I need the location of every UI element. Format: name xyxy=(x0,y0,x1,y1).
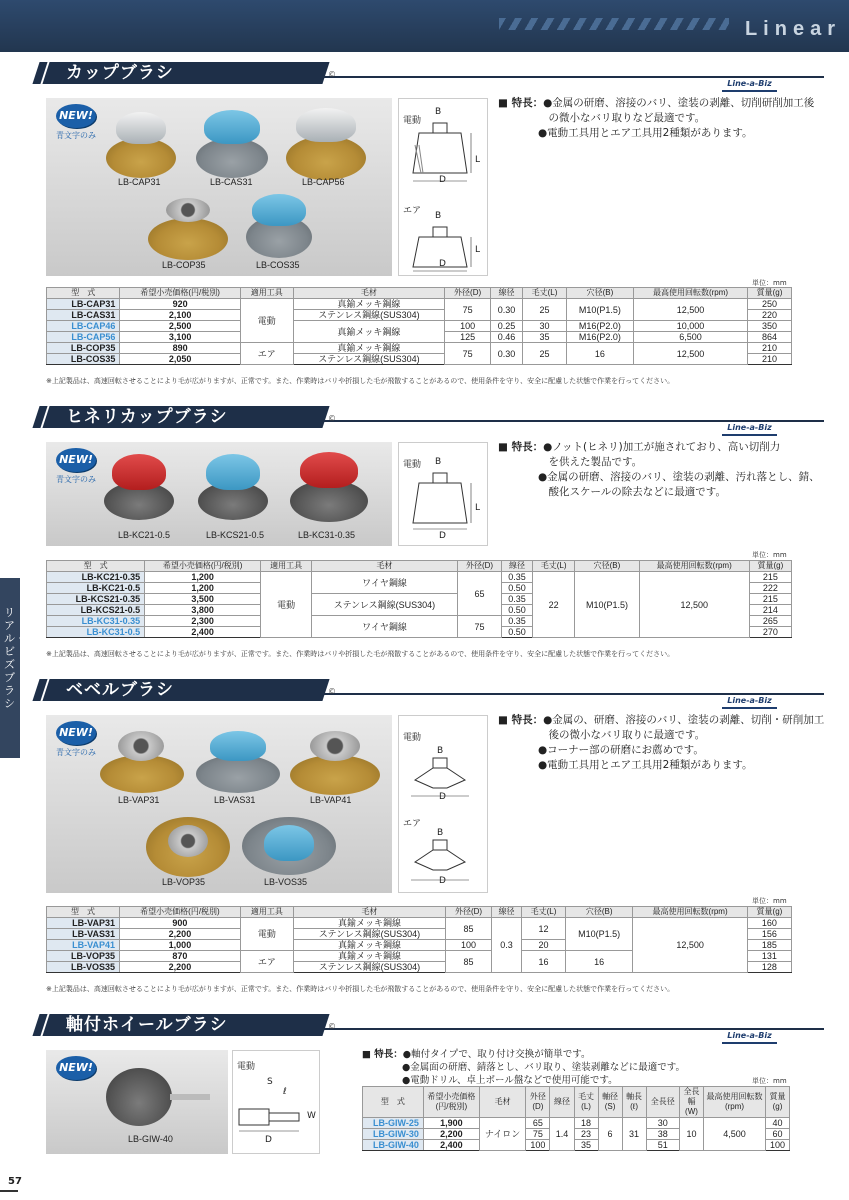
page-header xyxy=(0,0,849,52)
dimension-diagram-bevel: 電動 B D エア B D xyxy=(398,715,488,893)
table-row: LB-KCS21-0.35 3,500 ステンレス鋼線(SUS304) 0.35 215 xyxy=(47,594,792,605)
product-photo-twist: NEW! 青文字のみ LB-KC21-0.5 LB-KCS21-0.5 LB-KC31-0.35 xyxy=(46,442,392,546)
section-title: 軸付ホイールブラシ xyxy=(66,1015,228,1035)
table-row: LB-VOS35 2,200 ステンレス鋼線(SUS304) 128 xyxy=(47,962,792,973)
new-badge: NEW! xyxy=(56,104,96,128)
spec-table-twist: 型 式 希望小売価格(円/税別) 適用工具 毛材 外径(D) 線径 毛丈(L) 穴径(B) 最高使用回転数(rpm) 質量(g) LB-KC21-0.35 1,200 電動 ワイヤ鋼線 65 0.35 22 M10(P1.5) 12,500 215 LB-KC21-0.5 1,200 0.50 222 LB-KCS21-0.35 3,500 ステンレス鋼線(SUS304) 0.35 215 LB-KCS21-0.5 3,800 0.50 214 LB-KC31-0.35 2,300 ワイヤ鋼線 75 0.35 265 LB-KC31-0.5 2,400 0.50 270 xyxy=(46,560,792,638)
dimension-diagram-cup: 電動 B L D エア B L D xyxy=(398,98,488,276)
spec-table-bevel: 型 式 希望小売価格(円/税別) 適用工具 毛材 外径(D) 線径 毛丈(L) 穴径(B) 最高使用回転数(rpm) 質量(g) LB-VAP31 900 電動 真鍮メッキ鋼線 85 0.3 12 M10(P1.5) 12,500 160 LB-VAS31 2,200 ステンレス鋼線(SUS304) 156 LB-VAP41 1,000 真鍮メッキ鋼線 100 20 185 LB-VOP35 870 エア 真鍮メッキ鋼線 85 16 16 131 LB-VOS35 2,200 ステンレス鋼線(SUS304) 128 xyxy=(46,906,792,973)
product-photo-cup: NEW! 青文字のみ LB-CAP31 LB-CAS31 LB-CAP56 LB-COP35 LB-COS35 xyxy=(46,98,392,276)
sidebar-label: リアル・ビズ ブラシ xyxy=(4,606,26,710)
table-row: LB-GIW-25 1,900 ナイロン 65 1.4 18 6 31 30 10 4,500 40 xyxy=(363,1118,790,1129)
table-note: ※上記製品は、高速回転させることにより毛が広がりますが、正常です。また、作業時はバリや折損した毛が飛散することがあるので、使用条件を守り、安全に配慮した状態で作業を行ってください。 xyxy=(46,650,675,658)
dimension-diagram-twist: 電動 B L D xyxy=(398,442,488,546)
header-brand: Linear xyxy=(744,18,841,40)
table-note: ※上記製品は、高速回転させることにより毛が広がりますが、正常です。また、作業時はバリや折損した毛が飛散することがあるので、使用条件を守り、安全に配慮した状態で作業を行ってください。 xyxy=(46,985,675,993)
features-wheel: ■ 特長：●軸付タイプで、取り付け交換が簡単です。 ●金属面の研磨、錆落とし、バリ取り、塗装剥離などに最適です。 ●電動ドリル、卓上ボール盤などで使用可能です。 xyxy=(362,1049,686,1086)
section-header-twist: ヒネリカップブラシ © xyxy=(46,406,824,428)
table-row: LB-CAP56 3,100 125 0.46 35 M16(P2.0) 6,500 864 xyxy=(47,332,792,343)
table-row: LB-VOP35 870 エア 真鍮メッキ鋼線 85 16 16 131 xyxy=(47,951,792,962)
page-number: 57 xyxy=(8,1176,22,1187)
spec-table-cup: 型 式 希望小売価格(円/税別) 適用工具 毛材 外径(D) 線径 毛丈(L) 穴径(B) 最高使用回転数(rpm) 質量(g) LB-CAP31 920 電動 真鍮メッキ鋼線 75 0.30 25 M10(P1.5) 12,500 250 LB-CAS31 2,100 ステンレス鋼線(SUS304) 220 LB-CAP46 2,500 真鍮メッキ鋼線 100 0.25 30 M16(P2.0) 10,000 350 LB-CAP56 3,100 125 0.46 35 M16(P2.0) 6,500 864 LB-COP35 890 エア 真鍮メッキ鋼線 75 0.30 25 16 12,500 210 LB-COS35 2,050 ステンレス鋼線(SUS304) 210 xyxy=(46,287,792,365)
brand-logo: Line-a-Biz xyxy=(722,1028,777,1044)
table-row: LB-COP35 890 エア 真鍮メッキ鋼線 75 0.30 25 16 12,500 210 xyxy=(47,343,792,354)
dimension-diagram-wheel: 電動 S ℓ W D xyxy=(232,1050,320,1154)
table-row: LB-GIW-40 2,400 100 35 51 100 xyxy=(363,1140,790,1151)
table-row: LB-KC21-0.35 1,200 電動 ワイヤ鋼線 65 0.35 22 M10(P1.5) 12,500 215 xyxy=(47,572,792,583)
table-row: LB-KC21-0.5 1,200 0.50 222 xyxy=(47,583,792,594)
table-row: LB-VAP41 1,000 真鍮メッキ鋼線 100 20 185 xyxy=(47,940,792,951)
brand-logo: Line-a-Biz xyxy=(722,420,777,436)
table-row: LB-CAP31 920 電動 真鍮メッキ鋼線 75 0.30 25 M10(P1.5) 12,500 250 xyxy=(47,299,792,310)
table-row: LB-CAP46 2,500 真鍮メッキ鋼線 100 0.25 30 M16(P2.0) 10,000 350 xyxy=(47,321,792,332)
brand-logo: Line-a-Biz xyxy=(722,76,777,92)
section-header-bevel: ベベルブラシ © xyxy=(46,679,824,701)
features-cup: ■ 特長：●金属の研磨、溶接のバリ、塗装の剥離、切削研削加工後 の微小なバリ取りなど最適です。 ●電動工具用とエア工具用2種類があります。 xyxy=(498,97,815,139)
section-title: カップブラシ xyxy=(66,63,174,83)
product-photo-bevel: NEW! 青文字のみ LB-VAP31 LB-VAS31 LB-VAP41 LB-VOP35 LB-VOS35 xyxy=(46,715,392,893)
table-row: LB-KC31-0.5 2,400 0.50 270 xyxy=(47,627,792,638)
section-title: ベベルブラシ xyxy=(66,680,174,700)
spec-table-wheel: 型 式 希望小売価格(円/税別) 毛材 外径(D) 線径 毛丈(L) 軸径(S) 軸長(ℓ) 全長径 全長幅(W) 最高使用回転数(rpm) 質量(g) LB-GIW-25 1,900 ナイロン 65 1.4 18 6 31 30 10 4,500 40 LB-GIW-30 2,200 75 23 38 60 LB-GIW-40 2,400 100 35 51 100 xyxy=(362,1086,790,1151)
table-row: LB-KC31-0.35 2,300 ワイヤ鋼線 75 0.35 265 xyxy=(47,616,792,627)
header-stripe xyxy=(499,18,729,30)
table-row: LB-VAP31 900 電動 真鍮メッキ鋼線 85 0.3 12 M10(P1.5) 12,500 160 xyxy=(47,918,792,929)
table-row: LB-VAS31 2,200 ステンレス鋼線(SUS304) 156 xyxy=(47,929,792,940)
cup-diagram-svg xyxy=(399,99,487,275)
new-note: 青文字のみ xyxy=(56,131,96,140)
brand-logo: Line-a-Biz xyxy=(722,693,777,709)
features-bevel: ■ 特長：●金属の、研磨、溶接のバリ、塗装の剥離、切削・研削加工 後の微小なバリ取りに最適です。 ●コーナー部の研磨にお薦めです。 ●電動工具用とエア工具用2種類があります。 xyxy=(498,714,825,771)
table-row: LB-GIW-30 2,200 75 23 38 60 xyxy=(363,1129,790,1140)
section-header-wheel: 軸付ホイールブラシ © xyxy=(46,1014,824,1036)
section-header-cup: カップブラシ © xyxy=(46,62,824,84)
table-row: LB-CAS31 2,100 ステンレス鋼線(SUS304) 220 xyxy=(47,310,792,321)
section-title: ヒネリカップブラシ xyxy=(66,407,228,427)
features-twist: ■ 特長：●ノット(ヒネリ)加工が施されており、高い切削力 を供えた製品です。 ●金属の研磨、溶接のバリ、塗装の剥離、汚れ落とし、錆、 酸化スケールの除去などに最適です。 xyxy=(498,441,820,498)
table-row: LB-COS35 2,050 ステンレス鋼線(SUS304) 210 xyxy=(47,354,792,365)
table-row: LB-KCS21-0.5 3,800 0.50 214 xyxy=(47,605,792,616)
product-photo-wheel: NEW! LB-GIW-40 xyxy=(46,1050,228,1154)
table-note: ※上記製品は、高速回転させることにより毛が広がりますが、正常です。また、作業時はバリや折損した毛が飛散することがあるので、使用条件を守り、安全に配慮した状態で作業を行ってください。 xyxy=(46,377,675,385)
